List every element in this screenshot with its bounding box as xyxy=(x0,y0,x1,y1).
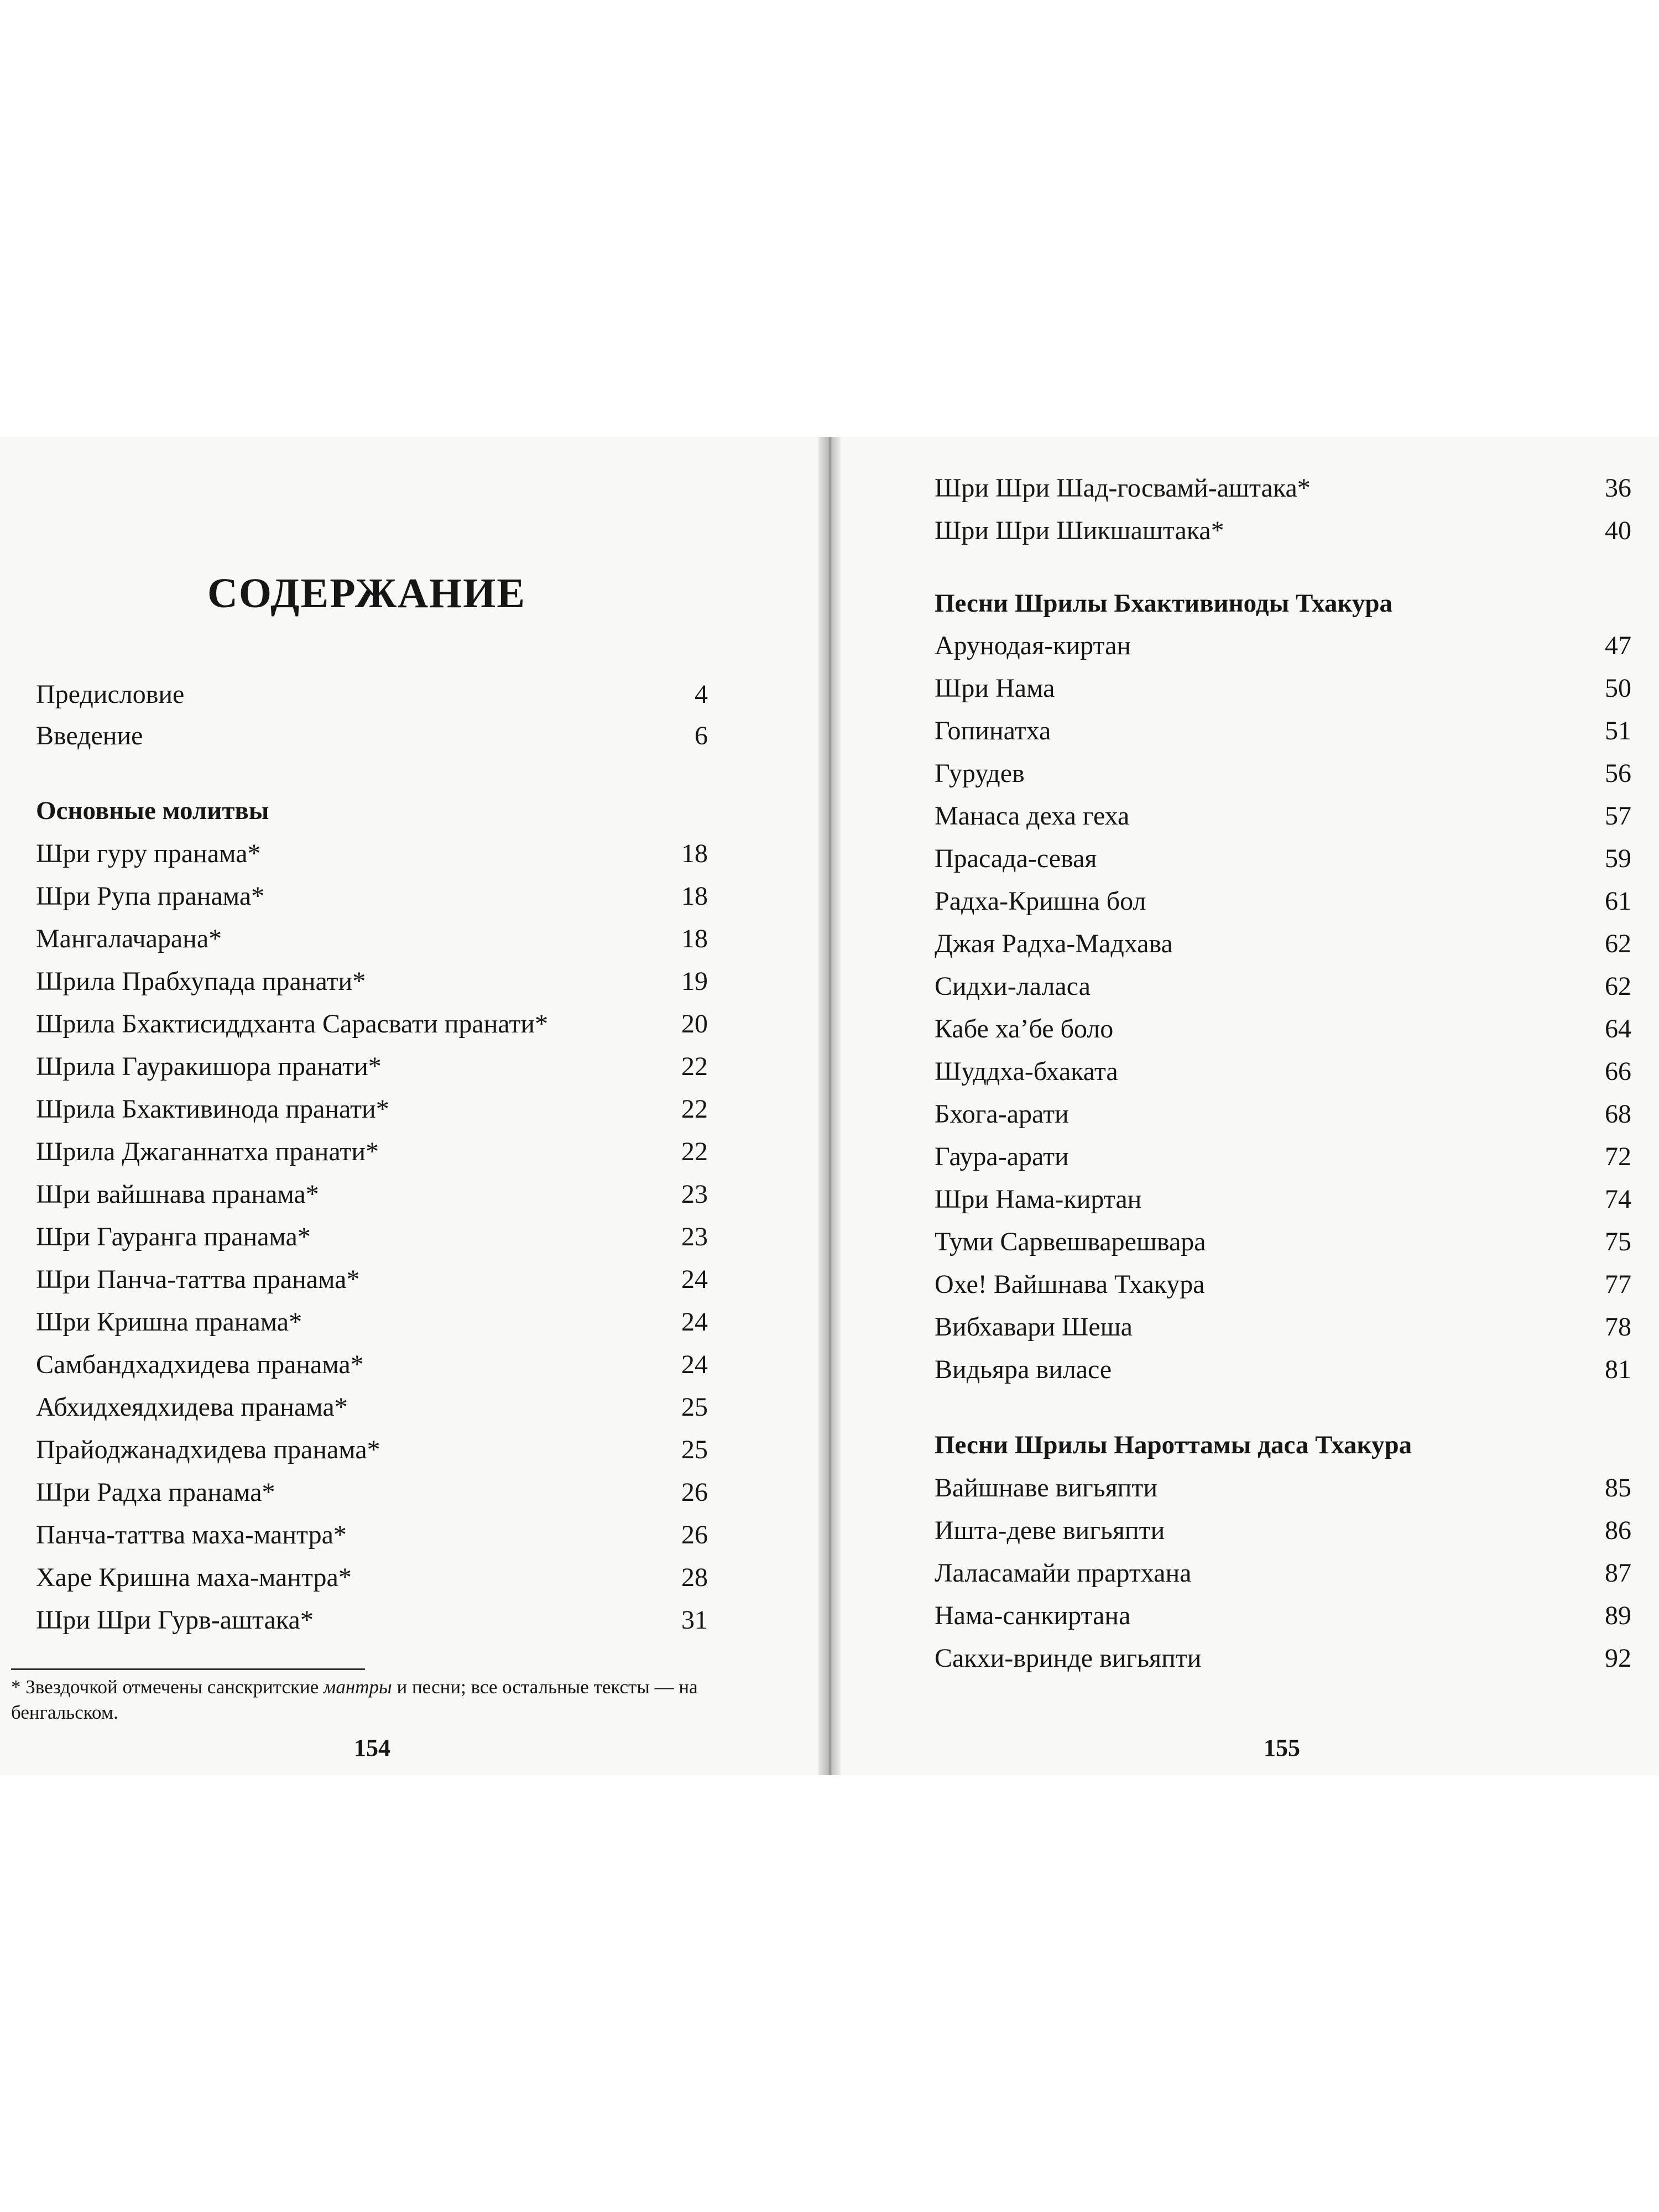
toc-entry xyxy=(935,799,1631,833)
toc-entry-title: Шри Шри Шад-госвамй-аштака* xyxy=(935,473,1311,503)
toc-entry xyxy=(36,1390,708,1425)
toc-entry-page: 28 xyxy=(681,1563,708,1592)
toc-entry-page: 72 xyxy=(1605,1142,1631,1171)
toc-entry-page: 92 xyxy=(1605,1644,1631,1673)
section-heading: Песни Шрилы Нароттамы даса Тхакура xyxy=(935,1431,1412,1459)
toc-entry-page: 24 xyxy=(681,1350,708,1379)
toc-entry-title: Шри Нама xyxy=(935,674,1055,703)
toc-entry xyxy=(935,1225,1631,1259)
toc-entry-page: 22 xyxy=(681,1094,708,1124)
footnote-tail: и песни; все остальные тексты — на бенгальском. xyxy=(11,1676,698,1723)
toc-entry-page: 19 xyxy=(681,967,708,996)
toc-entry-title: Шрила Бхактисиддханта Сарасвати пранати* xyxy=(36,1009,549,1039)
toc-entry xyxy=(935,514,1631,548)
toc-entry-title: Кабе ха’бе боло xyxy=(935,1014,1114,1044)
book-gutter xyxy=(818,437,841,1775)
toc-entry-page: 20 xyxy=(681,1009,708,1039)
toc-entry-title: Шри Радха пранама* xyxy=(36,1478,275,1507)
toc-entry-title: Панча-таттва маха-мантра* xyxy=(36,1520,347,1550)
toc-entry xyxy=(36,922,708,956)
toc-entry-page: 36 xyxy=(1605,473,1631,503)
toc-entry-title: Гопинатха xyxy=(935,716,1051,745)
toc-entry xyxy=(36,1348,708,1382)
toc-entry xyxy=(36,1220,708,1254)
toc-entry xyxy=(36,1561,708,1595)
toc-entry xyxy=(36,879,708,914)
toc-entry xyxy=(935,884,1631,919)
toc-entry xyxy=(935,927,1631,961)
toc-entry-title: Сидхи-лаласа xyxy=(935,972,1091,1001)
toc-entry-title: Охе! Вайшнава Тхакура xyxy=(935,1270,1205,1299)
toc-entry-page: 85 xyxy=(1605,1473,1631,1503)
toc-entry xyxy=(935,757,1631,791)
toc-entry-page: 31 xyxy=(681,1605,708,1635)
toc-entry-title: Радха-Кришна бол xyxy=(935,886,1146,916)
toc-entry xyxy=(36,1007,708,1041)
toc-entry-page: 61 xyxy=(1605,886,1631,916)
toc-entry-page: 22 xyxy=(681,1137,708,1166)
toc-entry-page: 25 xyxy=(681,1392,708,1422)
toc-entry-title: Прайоджанадхидева пранама* xyxy=(36,1435,380,1464)
toc-entry-page: 6 xyxy=(695,721,708,750)
toc-entry xyxy=(36,1050,708,1084)
toc-entry xyxy=(935,1641,1631,1676)
toc-entry xyxy=(36,677,708,712)
section-heading: Песни Шрилы Бхактивиноды Тхакура xyxy=(935,589,1392,618)
toc-entry-title: Абхидхеядхидева пранама* xyxy=(36,1392,348,1422)
toc-entry-page: 87 xyxy=(1605,1558,1631,1588)
toc-entry-title: Шри Шри Шикшаштака* xyxy=(935,516,1224,545)
toc-entry-title: Арунодая-киртан xyxy=(935,631,1131,660)
toc-entry xyxy=(935,714,1631,748)
toc-entry-title: Шри гуру пранама* xyxy=(36,839,261,868)
toc-entry-title: Вайшнаве вигьяпти xyxy=(935,1473,1158,1503)
footnote-lead: * Звездочкой отмечены санскритские xyxy=(11,1676,324,1698)
toc-entry-page: 75 xyxy=(1605,1227,1631,1256)
toc-entry-title: Бхога-арати xyxy=(935,1099,1069,1129)
toc-entry xyxy=(935,1310,1631,1344)
toc-entry xyxy=(36,719,708,753)
toc-entry-title: Шри вайшнава пранама* xyxy=(36,1180,319,1209)
right-page xyxy=(841,437,1659,1775)
toc-entry xyxy=(935,629,1631,663)
toc-entry-title: Шри Шри Гурв-аштака* xyxy=(36,1605,314,1635)
toc-entry-page: 74 xyxy=(1605,1185,1631,1214)
toc-entry xyxy=(36,1092,708,1126)
toc-entry xyxy=(935,1055,1631,1089)
toc-entry-title: Харе Кришна маха-мантра* xyxy=(36,1563,352,1592)
toc-entry-page: 56 xyxy=(1605,759,1631,788)
toc-entry-title: Сакхи-вринде вигьяпти xyxy=(935,1644,1202,1673)
toc-entry-title: Предисловие xyxy=(36,680,185,709)
footnote xyxy=(11,1674,752,1725)
toc-entry-page: 4 xyxy=(695,680,708,709)
toc-entry-title: Мангалачарана* xyxy=(36,924,222,953)
toc-entry-title: Шрила Прабхупада пранати* xyxy=(36,967,366,996)
toc-entry-page: 24 xyxy=(681,1265,708,1294)
toc-entry-page: 51 xyxy=(1605,716,1631,745)
toc-entry-page: 66 xyxy=(1605,1057,1631,1086)
toc-entry-title: Ишта-деве вигьяпти xyxy=(935,1516,1165,1545)
toc-entry xyxy=(36,1518,708,1552)
toc-entry-title: Вибхавари Шеша xyxy=(935,1312,1133,1342)
footnote-italic: мантры xyxy=(324,1676,392,1698)
toc-entry xyxy=(935,842,1631,876)
toc-entry xyxy=(935,1140,1631,1174)
toc-entry-title: Манаса деха геха xyxy=(935,801,1130,831)
toc-entry-page: 24 xyxy=(681,1307,708,1337)
toc-entry-page: 68 xyxy=(1605,1099,1631,1129)
toc-entry-title: Шрила Джаганнатха пранати* xyxy=(36,1137,379,1166)
toc-entry-title: Шрила Бхактивинода пранати* xyxy=(36,1094,389,1124)
toc-entry-page: 18 xyxy=(681,924,708,953)
toc-entry xyxy=(36,837,708,871)
toc-entry-page: 18 xyxy=(681,839,708,868)
toc-entry-title: Шри Кришна пранама* xyxy=(36,1307,302,1337)
toc-entry-page: 86 xyxy=(1605,1516,1631,1545)
toc-entry-page: 50 xyxy=(1605,674,1631,703)
toc-entry xyxy=(36,1603,708,1637)
toc-entry-page: 77 xyxy=(1605,1270,1631,1299)
toc-entry-page: 26 xyxy=(681,1478,708,1507)
toc-entry-title: Гурудев xyxy=(935,759,1025,788)
toc-entry-page: 23 xyxy=(681,1222,708,1251)
toc-entry-title: Шри Рупа пранама* xyxy=(36,881,265,911)
toc-entry-page: 25 xyxy=(681,1435,708,1464)
toc-entry xyxy=(935,1353,1631,1387)
toc-entry xyxy=(935,671,1631,706)
toc-entry-page: 89 xyxy=(1605,1601,1631,1630)
toc-entry-title: Видьяра виласе xyxy=(935,1355,1112,1384)
toc-entry-title: Шри Гауранга пранама* xyxy=(36,1222,311,1251)
toc-entry-page: 47 xyxy=(1605,631,1631,660)
toc-entry-page: 57 xyxy=(1605,801,1631,831)
toc-entry xyxy=(935,1182,1631,1217)
toc-entry xyxy=(935,1599,1631,1633)
toc-entry-title: Лаласамайи прартхана xyxy=(935,1558,1192,1588)
toc-entry-title: Гаура-арати xyxy=(935,1142,1069,1171)
toc-entry-page: 59 xyxy=(1605,844,1631,873)
page-number: 155 xyxy=(1264,1734,1300,1761)
toc-entry-title: Введение xyxy=(36,721,143,750)
toc-entry xyxy=(36,1475,708,1510)
toc-entry-title: Нама-санкиртана xyxy=(935,1601,1131,1630)
toc-entry xyxy=(935,1267,1631,1302)
toc-entry-page: 81 xyxy=(1605,1355,1631,1384)
toc-entry-title: Прасада-севая xyxy=(935,844,1097,873)
toc-entry-title: Самбандхадхидева пранама* xyxy=(36,1350,364,1379)
toc-entry xyxy=(935,969,1631,1004)
toc-entry-title: Шри Нама-киртан xyxy=(935,1185,1142,1214)
toc-entry xyxy=(36,1262,708,1297)
toc-entry-page: 26 xyxy=(681,1520,708,1550)
book-spread xyxy=(0,437,1659,1775)
toc-entry xyxy=(935,1097,1631,1131)
left-page xyxy=(0,437,818,1775)
toc-entry xyxy=(935,1471,1631,1505)
toc-entry-title: Шуддха-бхаката xyxy=(935,1057,1118,1086)
toc-entry-page: 78 xyxy=(1605,1312,1631,1342)
toc-entry xyxy=(36,1177,708,1212)
toc-entry xyxy=(935,471,1631,505)
toc-entry-page: 62 xyxy=(1605,929,1631,958)
toc-entry-page: 18 xyxy=(681,881,708,911)
toc-entry-page: 22 xyxy=(681,1052,708,1081)
page-number: 154 xyxy=(354,1734,390,1761)
toc-entry-page: 64 xyxy=(1605,1014,1631,1044)
toc-entry xyxy=(935,1514,1631,1548)
toc-entry-title: Туми Сарвешварешвара xyxy=(935,1227,1206,1256)
toc-entry-title: Шри Панча-таттва пранама* xyxy=(36,1265,360,1294)
toc-entry-page: 62 xyxy=(1605,972,1631,1001)
section-heading: Основные молитвы xyxy=(36,796,269,825)
footnote-rule xyxy=(11,1668,365,1670)
toc-entry xyxy=(36,1433,708,1467)
toc-entry xyxy=(36,1305,708,1339)
toc-entry xyxy=(935,1556,1631,1590)
toc-entry-page: 40 xyxy=(1605,516,1631,545)
toc-title: СОДЕРЖАНИЕ xyxy=(207,570,526,617)
toc-entry-title: Шрила Гауракишора пранати* xyxy=(36,1052,382,1081)
toc-entry xyxy=(36,964,708,999)
toc-entry xyxy=(935,1012,1631,1046)
toc-entry-title: Джая Радха-Мадхава xyxy=(935,929,1173,958)
toc-entry xyxy=(36,1135,708,1169)
toc-entry-page: 23 xyxy=(681,1180,708,1209)
